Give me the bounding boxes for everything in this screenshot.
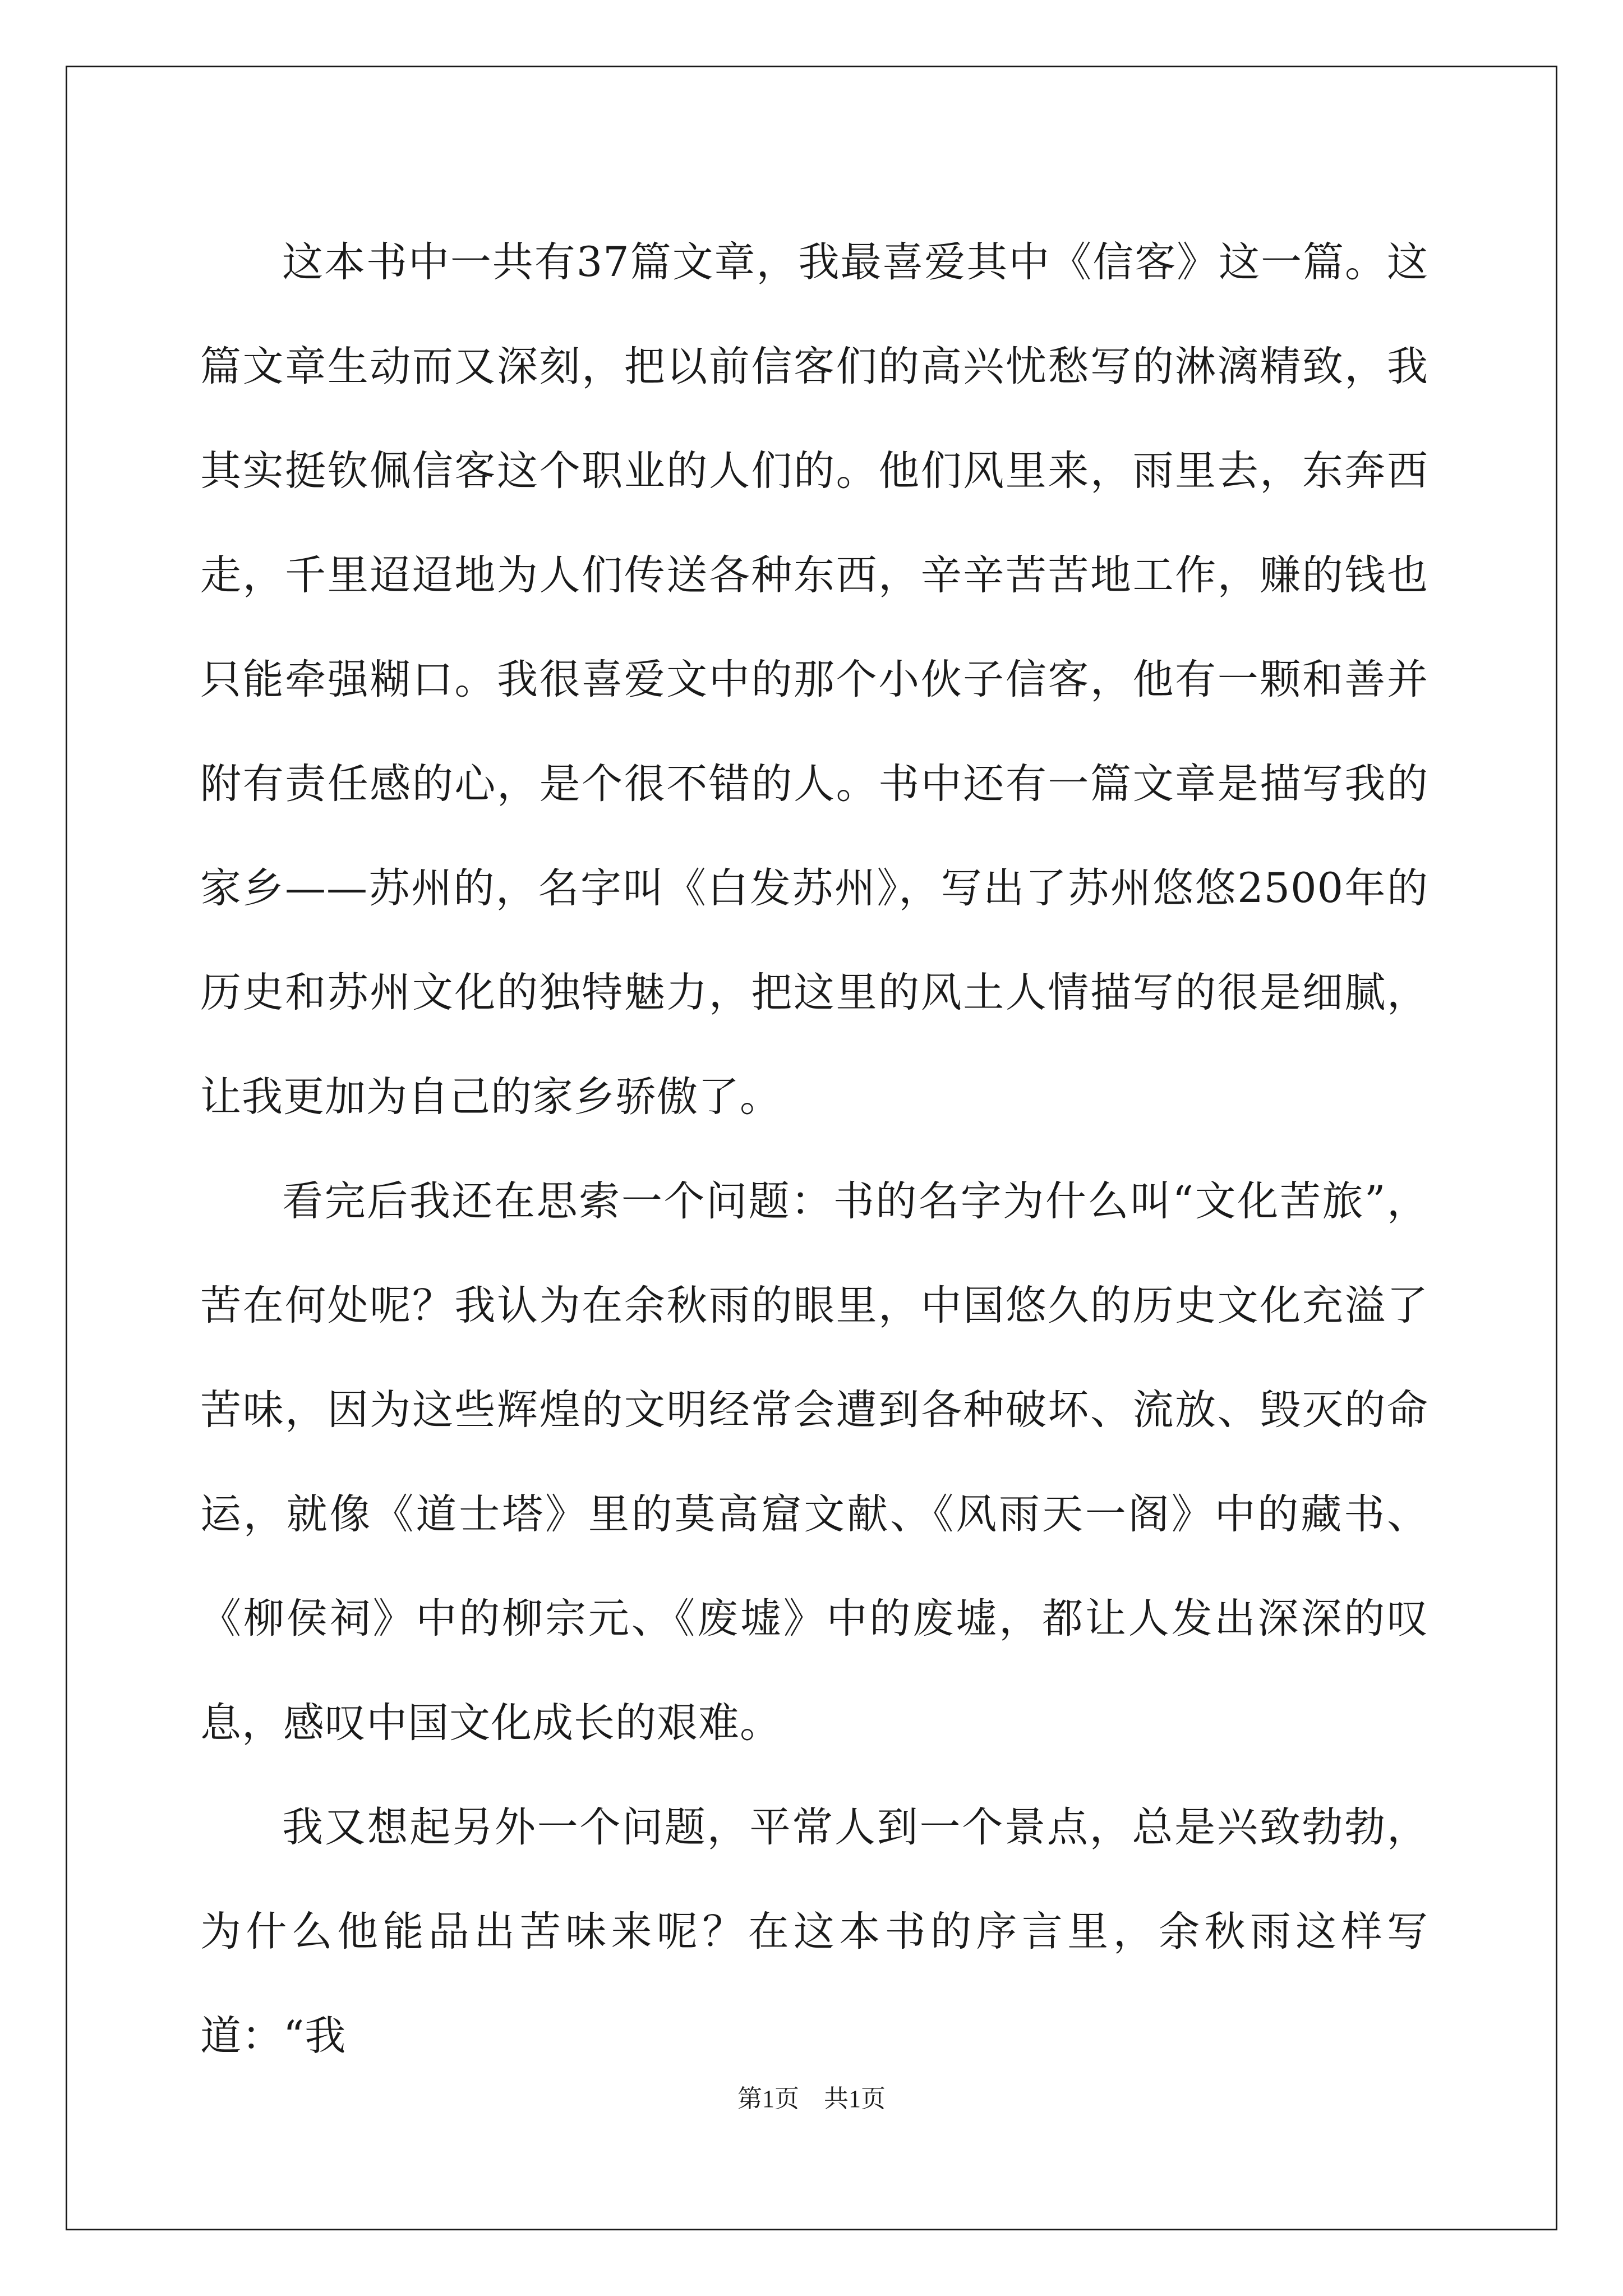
paragraph: 我又想起另外一个问题，平常人到一个景点，总是兴致勃勃，为什么他能品出苦味来呢？在这本书的序言里，余秋雨这样写道：“我 [200,1803,1428,2060]
page-number: 第1页 [737,2085,799,2113]
paragraph: 这本书中一共有37篇文章，我最喜爱其中《信客》这一篇。这篇文章生动而又深刻，把以前信客们的高兴忧愁写的淋漓精致，我其实挺钦佩信客这个职业的人们的。他们风里来，雨里去，东奔西走，千里迢迢地为人们传送各种东西，辛辛苦苦地工作，赚的钱也只能牵强糊口。我很喜爱文中的那个小伙子信客，他有一颗和善并附有责任感的心，是个很不错的人。书中还有一篇文章是描写我的家乡——苏州的，名字叫《白发苏州》，写出了苏州悠悠2500年的历史和苏州文化的独特魅力，把这里的风土人情描写的很是细腻，让我更加为自己的家乡骄傲了。 [200,238,1428,1121]
paragraph: 看完后我还在思索一个问题：书的名字为什么叫“文化苦旅”，苦在何处呢？我认为在余秋雨的眼里，中国悠久的历史文化充溢了苦味，因为这些辉煌的文明经常会遭到各种破坏、流放、毁灭的命运，就像《道士塔》里的莫高窟文献、《风雨天一阁》中的藏书、《柳侯祠》中的柳宗元、《废墟》中的废墟，都让人发出深深的叹息，感叹中国文化成长的艰难。 [200,1177,1428,1747]
page-footer [0,2082,1623,2116]
page-total: 共1页 [824,2085,886,2113]
document-body [200,210,1428,2088]
